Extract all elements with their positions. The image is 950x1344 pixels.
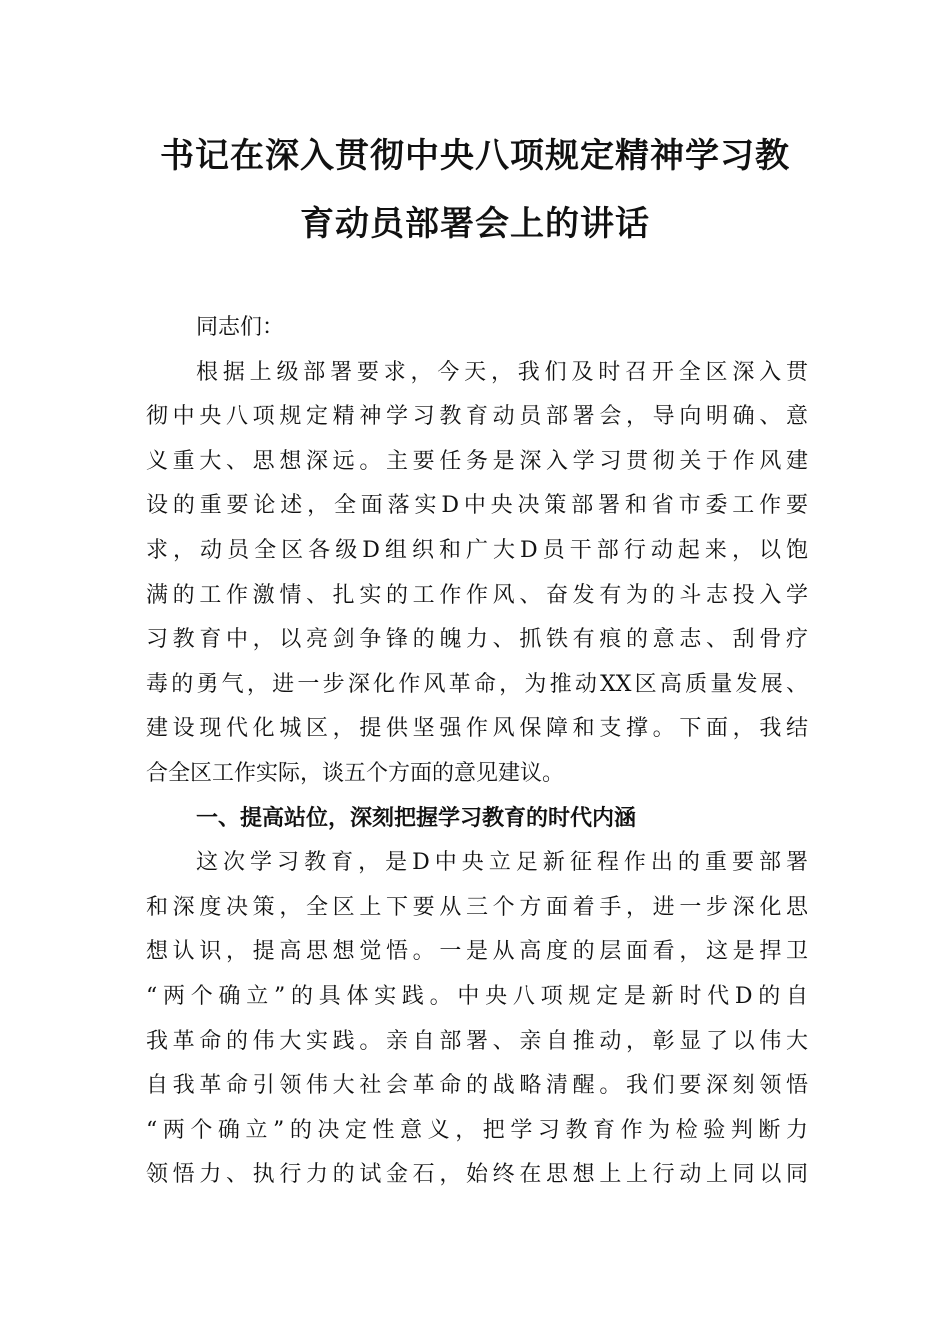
paragraph-line: “两个确立”的决定性意义，把学习教育作为检验判断力 [146,1117,808,1143]
paragraph-line: 和深度决策，全区上下要从三个方面着手，进一步深化思 [146,894,808,920]
paragraph-line: 自我革命引领伟大社会革命的战略清醒。我们要深刻领悟 [146,1073,808,1099]
paragraph-line: 这次学习教育，是D中央立足新征程作出的重要部署 [196,850,808,876]
document-title-line-1: 书记在深入贯彻中央八项规定精神学习教 [160,136,790,176]
paragraph-line: 想认识，提高思想觉悟。一是从高度的层面看，这是捍卫 [146,939,808,965]
paragraph-line: 满的工作激情、扎实的工作作风、奋发有为的斗志投入学 [146,582,808,608]
paragraph-line: 毒的勇气，进一步深化作风革命，为推动XX区高质量发展、 [146,671,808,697]
paragraph-1 [146,351,808,797]
paragraph-line: 义重大、思想深远。主要任务是深入学习贯彻关于作风建 [146,448,808,474]
section-heading-1: 一、提高站位，深刻把握学习教育的时代内涵 [196,805,637,831]
paragraph-line: 求，动员全区各级D组织和广大D员干部行动起来，以饱 [146,537,808,563]
paragraph-line: 领悟力、执行力的试金石，始终在思想上上行动上同以同 [146,1162,808,1188]
paragraph-line: 习教育中，以亮剑争锋的魄力、抓铁有痕的意志、刮骨疗 [146,627,808,653]
paragraph-line: 合全区工作实际，谈五个方面的意见建议。 [146,760,565,786]
document-title-line-2: 育动员部署会上的讲话 [300,204,650,244]
paragraph-line: 我革命的伟大实践。亲自部署、亲自推动，彰显了以伟大 [146,1028,808,1054]
paragraph-line: 建设现代化城区，提供坚强作风保障和支撑。下面，我结 [146,716,808,742]
paragraph-line: “两个确立”的具体实践。中央八项规定是新时代D的自 [146,983,808,1009]
paragraph-line: 根据上级部署要求，今天，我们及时召开全区深入贯 [196,359,808,385]
salutation: 同志们： [196,315,285,340]
paragraph-line: 设的重要论述，全面落实D中央决策部署和省市委工作要 [146,493,808,519]
paragraph-line: 彻中央八项规定精神学习教育动员部署会，导向明确、意 [146,404,808,430]
document-body [146,306,808,1198]
paragraph-2 [146,841,808,1198]
